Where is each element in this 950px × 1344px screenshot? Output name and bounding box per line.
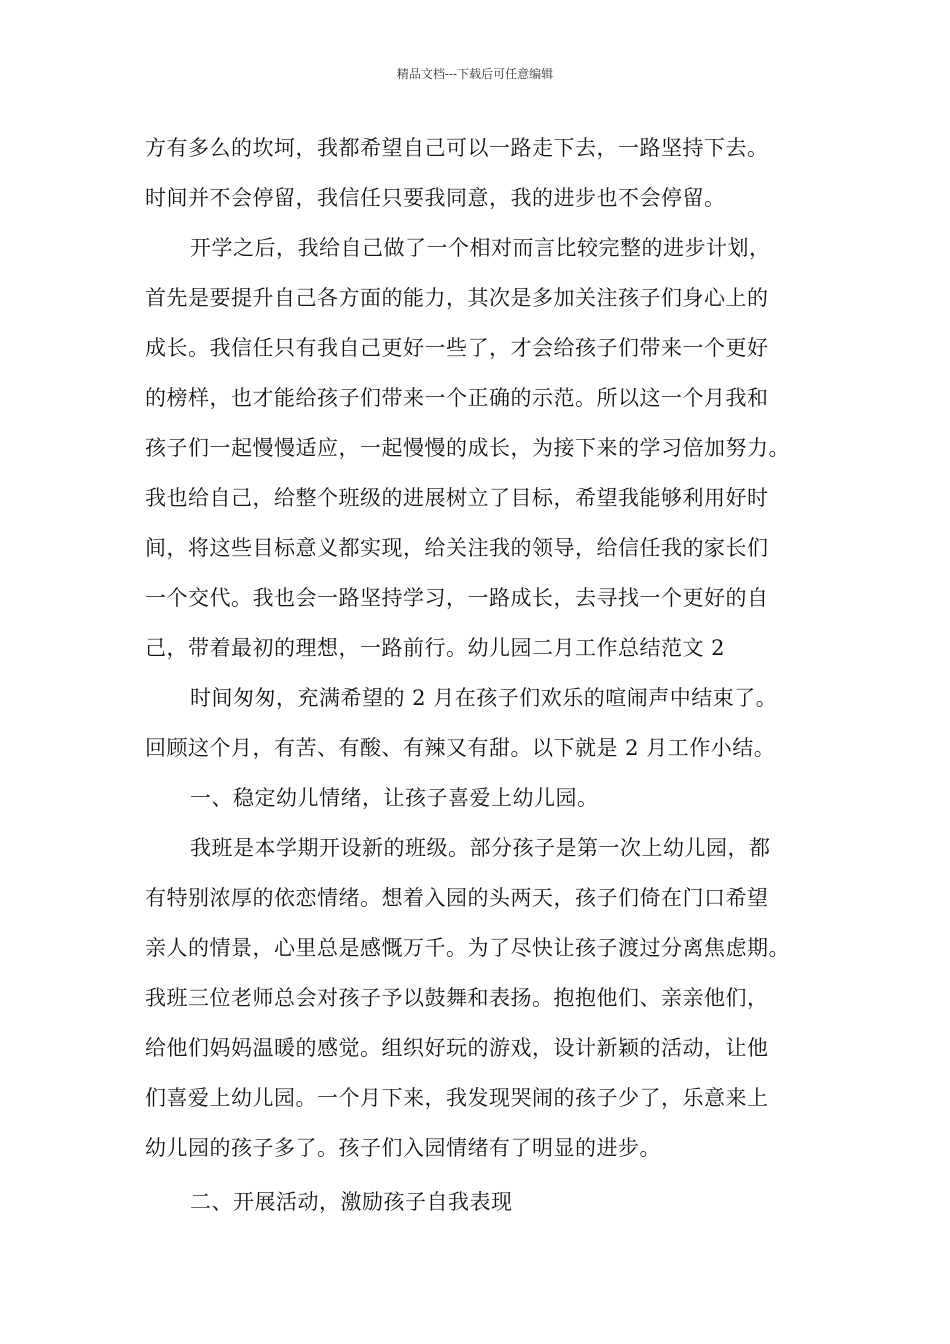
document-body (145, 128, 835, 1232)
paragraph-line: 们喜爱上幼儿园。一个月下来，我发现哭闹的孩子少了，乐意来上 (145, 1086, 769, 1110)
paragraph-line: 一个交代。我也会一路坚持学习，一路成长，去寻找一个更好的自 (145, 586, 769, 610)
paragraph-line: 我班三位老师总会对孩子予以鼓舞和表扬。抱抱他们、亲亲他们， (145, 986, 769, 1010)
paragraph-line: 的榜样，也才能给孩子们带来一个正确的示范。所以这一个月我和 (145, 386, 769, 410)
paragraph-line: 我也给自己，给整个班级的进展树立了目标，希望我能够利用好时 (145, 486, 769, 510)
paragraph-line: 己，带着最初的理想，一路前行。幼儿园二月工作总结范文 2 (145, 636, 726, 660)
paragraph-line: 我班是本学期开设新的班级。部分孩子是第一次上幼儿园，都 (190, 836, 771, 860)
paragraph-line: 时间匆匆，充满希望的 2 月在孩子们欢乐的喧闹声中结束了。 (190, 686, 778, 710)
paragraph-line: 给他们妈妈温暖的感觉。组织好玩的游戏，设计新颖的活动，让他 (145, 1036, 769, 1060)
paragraph-line: 方有多么的坎坷，我都希望自己可以一路走下去，一路坚持下去。 (145, 136, 769, 160)
paragraph-line: 间，将这些目标意义都实现，给关注我的领导，给信任我的家长们 (145, 536, 769, 560)
paragraph-line: 亲人的情景，心里总是感慨万千。为了尽快让孩子渡过分离焦虑期。 (145, 936, 790, 960)
paragraph-line: 回顾这个月，有苦、有酸、有辣又有甜。以下就是 2 月工作小结。 (145, 736, 776, 760)
section-heading: 二、开展活动，激励孩子自我表现 (190, 1190, 513, 1214)
paragraph-line: 首先是要提升自己各方面的能力，其次是多加关注孩子们身心上的 (145, 286, 769, 310)
section-heading: 一、稳定幼儿情绪，让孩子喜爱上幼儿园。 (190, 786, 599, 810)
paragraph-line: 孩子们一起慢慢适应，一起慢慢的成长，为接下来的学习倍加努力。 (145, 436, 790, 460)
paragraph-line: 幼儿园的孩子多了。孩子们入园情绪有了明显的进步。 (145, 1136, 661, 1160)
paragraph-line: 成长。我信任只有我自己更好一些了，才会给孩子们带来一个更好 (145, 336, 769, 360)
page-header: 精品文档---下载后可任意编辑 (396, 67, 554, 81)
paragraph-line: 开学之后，我给自己做了一个相对而言比较完整的进步计划， (190, 236, 771, 260)
paragraph-line: 有特别浓厚的依恋情绪。想着入园的头两天，孩子们倚在门口希望 (145, 886, 769, 910)
paragraph-line: 时间并不会停留，我信任只要我同意，我的进步也不会停留。 (145, 186, 726, 210)
